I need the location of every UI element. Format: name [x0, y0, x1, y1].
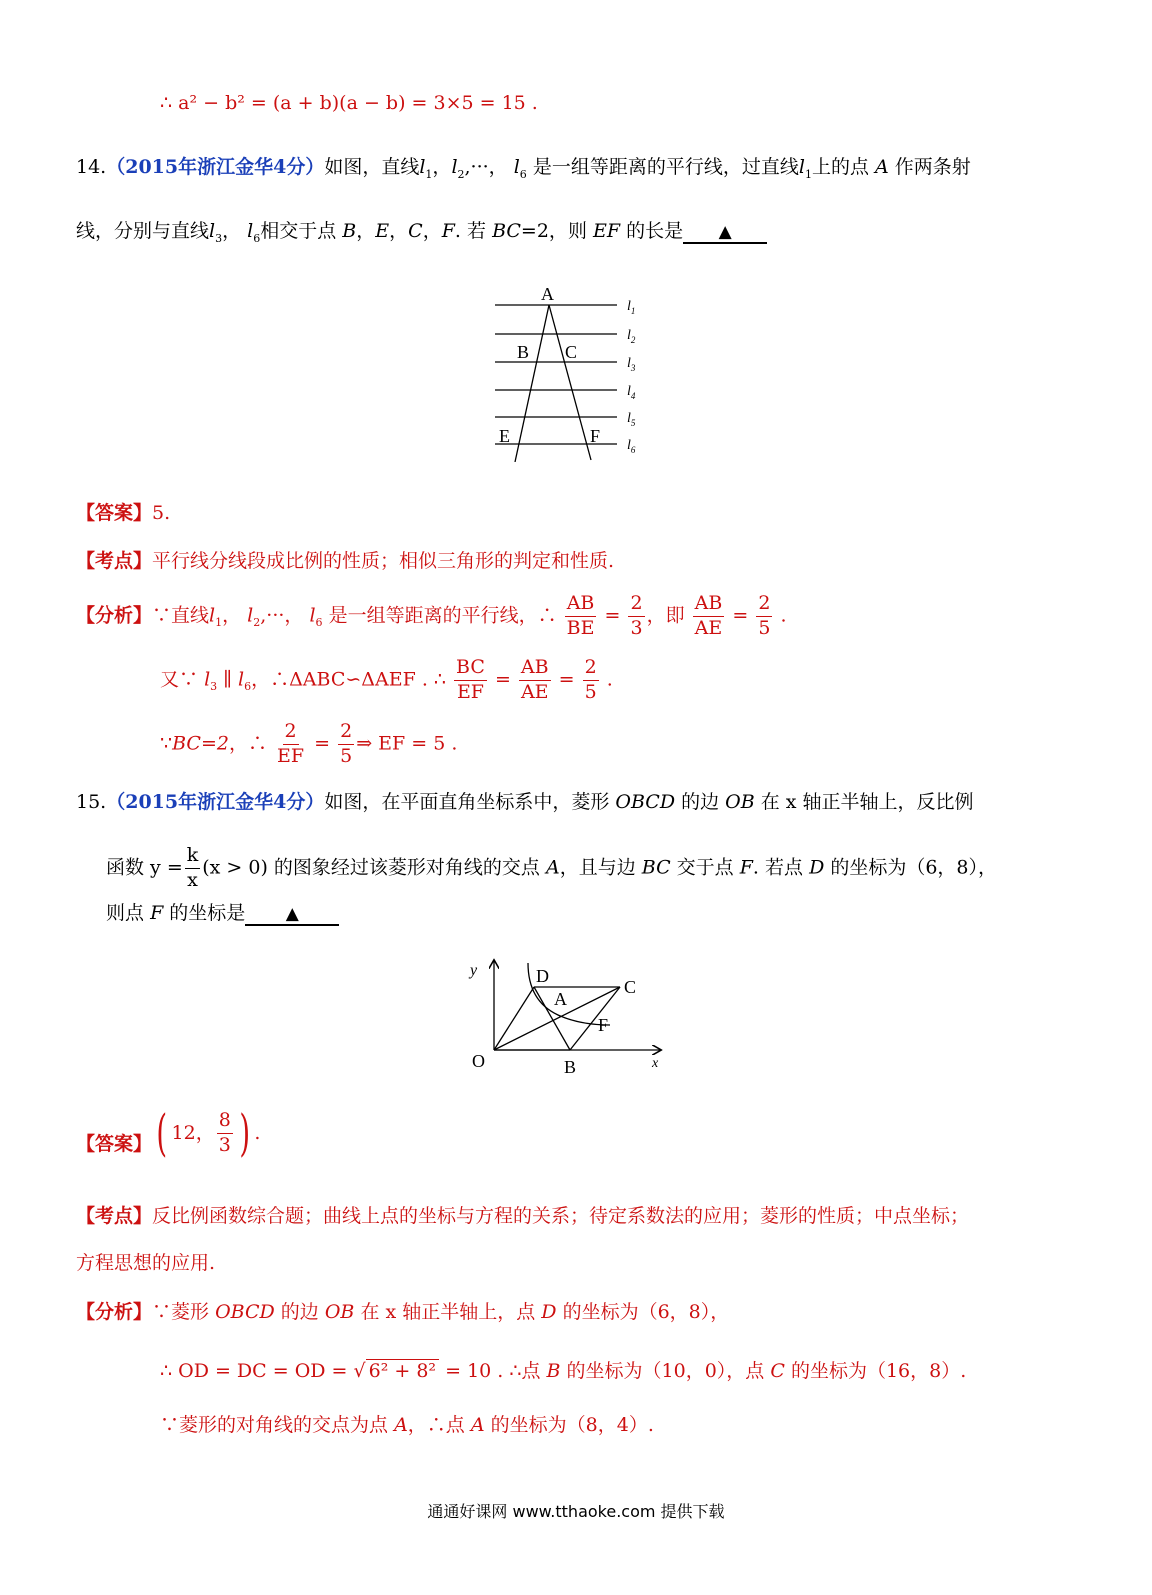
q14-label-B: B	[517, 342, 530, 362]
q15-analysis-line1: 【分析】∵菱形 OBCD 的边 OB 在 x 轴正半轴上，点 D 的坐标为（6，8），	[76, 1301, 730, 1323]
q14-analysis-text: 是一组等距离的平行线，∴	[328, 604, 557, 627]
q14-analysis-text: 又∵	[160, 668, 199, 691]
q14-answer	[76, 504, 170, 523]
q15-analysis-text: ，∴点	[407, 1414, 465, 1436]
q14-source: （2015年浙江金华4分）	[106, 156, 325, 178]
q14-analysis-line2: 又∵ $l_3$ ∥ $l_6$，∴ΔABC∽ΔAEF . ∴ $\frac{BC}{EF}$ = $\frac{AB}{AE}$ = $\frac{2}{5}$ .	[160, 656, 613, 703]
q15-figure	[462, 955, 672, 1085]
q14-label-C: C	[565, 342, 578, 362]
q15-analysis-text: ∵菱形	[152, 1301, 210, 1323]
q15-text: 的坐标为（6，8），	[830, 856, 998, 879]
q14-label-l2: $l_2$	[627, 328, 636, 345]
q15-text: (x > 0) 的图象经过该菱形对角线的交点	[202, 856, 540, 879]
q15-text: . 若点	[752, 856, 804, 879]
q14-answer-value: 5.	[152, 502, 171, 524]
q14-label-F: F	[590, 426, 601, 446]
q15-label-y: y	[470, 962, 478, 979]
q15-text: 函数 y =	[106, 856, 183, 879]
answer-tag: 【答案】	[76, 502, 153, 524]
q15-analysis-text: ∴ OD = DC = OD =	[160, 1360, 348, 1382]
q15-point-line1	[76, 1207, 969, 1226]
q14-analysis-text: ，∴ΔABC∽ΔAEF . ∴	[251, 668, 446, 691]
q14-analysis-text: ∵	[160, 732, 173, 755]
frac-ab-ae: $\frac{AB}{AE}$	[694, 592, 723, 639]
q14-point	[76, 552, 614, 571]
q14-analysis-text: BC=2	[172, 732, 229, 755]
frac-2-5: $\frac{2}{5}$	[584, 656, 597, 703]
point-tag: 【考点】	[76, 1205, 153, 1227]
q15-point-line2: 方程思想的应用.	[76, 1252, 216, 1274]
q14-text: 上的点	[811, 156, 869, 178]
point-tag: 【考点】	[76, 550, 153, 572]
q14-label-l6: $l_6$	[627, 438, 636, 455]
q14-text: 是一组等距离的平行线，过直线	[532, 156, 799, 178]
q14-number: 14.	[76, 156, 107, 178]
q15-line3: 则点 F 的坐标是 ▲	[106, 904, 339, 926]
q14-label-l4: $l_4$	[627, 384, 636, 401]
q15-analysis-text: 的坐标为（10，0），点	[566, 1360, 765, 1382]
page-footer: 通通好课网 www.tthaoke.com 提供下载	[427, 1502, 725, 1521]
frac-2-3: $\frac{2}{3}$	[630, 592, 643, 639]
q14-point-text: 平行线分线段成比例的性质；相似三角形的判定和性质.	[152, 550, 615, 572]
q15-analysis-text: 的坐标为（8，4）.	[490, 1414, 654, 1436]
q15-text: OBCD	[615, 791, 676, 813]
q15-analysis-text: 的边	[280, 1301, 319, 1323]
q14-line1: 14.（2015年浙江金华4分）如图，直线$l_1$，$l_2,\cdot\cdot\cdot$， $l_6$ 是一组等距离的平行线，过直线$l_1$上的点 A 作两条射	[76, 156, 971, 181]
q15-analysis-text: 在 x 轴正半轴上，点	[360, 1301, 536, 1323]
q15-analysis-text: 的坐标为（16，8）.	[790, 1360, 967, 1382]
q14-text: 则	[567, 220, 587, 242]
q14-analysis-text: ，∴	[228, 732, 267, 755]
q15-text: 交于点	[676, 856, 734, 879]
frac-2-5: $\frac{2}{5}$	[758, 592, 771, 639]
q15-label-C: C	[624, 977, 637, 997]
q15-sqrt: 6² + 8²	[366, 1359, 439, 1382]
q15-label-x: x	[652, 1056, 659, 1071]
frac-bc-ef: $\frac{BC}{EF}$	[456, 656, 485, 703]
q14-label-E: E	[499, 426, 510, 446]
frac-2-ef: $\frac{2}{EF}$	[277, 720, 305, 767]
frac-2-5: $\frac{2}{5}$	[340, 720, 353, 767]
q15-answer-y: $\frac{8}{3}$	[218, 1108, 231, 1156]
top-equation: ∴ a² − b² = (a + b)(a − b) = 3×5 = 15 .	[160, 92, 538, 114]
q14-text: 相交于点	[260, 220, 337, 242]
q15-line2: 函数 y = $\frac{k}{x}$ (x > 0) 的图象经过该菱形对角线的交点 A，且与边 BC 交于点 F. 若点 D 的坐标为（6，8），	[106, 844, 998, 891]
q14-text: 作两条射	[894, 156, 971, 178]
q15-answer-value: ( 12 ， $\frac{8}{3}$ ) .	[156, 1104, 261, 1162]
q15-text: 在 x 轴正半轴上，反比例	[760, 791, 974, 813]
q15-answer	[76, 1104, 261, 1162]
q15-number: 15.	[76, 791, 107, 813]
q15-line1	[76, 793, 974, 812]
q14-text: 的长是	[626, 220, 684, 242]
q14-label-l3: $l_3$	[627, 356, 636, 373]
q15-text: 则点	[106, 902, 145, 924]
q15-source: （2015年浙江金华4分）	[106, 791, 325, 813]
analysis-tag: 【分析】	[76, 1301, 153, 1323]
q14-text: 如图，直线	[324, 156, 420, 178]
q15-point-text: 反比例函数综合题；曲线上点的坐标与方程的关系；待定系数法的应用；菱形的性质；中点坐标；	[152, 1205, 970, 1227]
q15-text: 的边	[681, 791, 720, 813]
q14-analysis-line1: 【分析】∵直线$l_1$， $l_2,\cdot\cdot\cdot$， $l_6$ 是一组等距离的平行线，∴ $\frac{AB}{BE}$ = $\frac{2}{3}$ ，即 $\frac{AB}{AE}$ = $\frac{2}{5}$ .	[76, 592, 787, 639]
frac-ab-be: $\frac{AB}{BE}$	[566, 592, 595, 639]
q15-label-B: B	[564, 1057, 577, 1077]
q15-analysis-text: 的坐标为（6，8），	[562, 1301, 730, 1323]
q15-analysis-line2: ∴ OD = DC = OD = √ 6² + 8² = 10 . ∴点 B 的坐标为（10，0），点 C 的坐标为（16，8）.	[160, 1360, 967, 1382]
frac-k-x: $\frac{k}{x}$	[186, 844, 199, 891]
q15-label-F: F	[598, 1015, 609, 1035]
q14-answer-blank: ▲	[683, 224, 767, 244]
q15-label-A: A	[554, 989, 567, 1009]
frac-ab-ae: $\frac{AB}{AE}$	[520, 656, 549, 703]
q15-answer-blank: ▲	[245, 906, 339, 926]
q14-text: 若	[467, 220, 487, 242]
q14-label-l1: $l_1$	[627, 299, 636, 316]
q14-analysis-line3: ∵BC=2，∴ $\frac{2}{EF}$ = $\frac{2}{5}$ ⇒ EF = 5 .	[160, 720, 458, 767]
q15-label-O: O	[472, 1051, 485, 1071]
q15-analysis-line3: ∵菱形的对角线的交点为点 A，∴点 A 的坐标为（8，4）.	[160, 1414, 654, 1436]
q14-label-l5: $l_5$	[627, 411, 636, 428]
q15-text: OB	[725, 791, 755, 813]
q14-figure	[485, 282, 655, 462]
q15-analysis-text: ∵菱形的对角线的交点为点	[160, 1414, 389, 1436]
q14-text: 线，分别与直线	[76, 220, 210, 242]
answer-tag: 【答案】	[76, 1133, 153, 1155]
q15-label-D: D	[536, 966, 549, 986]
q15-text: 的坐标是	[169, 902, 246, 924]
q14-analysis-text: ∵直线	[152, 604, 210, 627]
q14-analysis-text: ，即	[646, 604, 685, 627]
q15-text: 如图，在平面直角坐标系中，菱形	[324, 791, 610, 813]
q14-line2: 线，分别与直线$l_3$， $l_6$相交于点 B，E，C，F. 若 BC=2，则 EF 的长是 ▲	[76, 222, 767, 244]
q15-answer-x: 12	[171, 1121, 196, 1144]
q15-analysis-text: = 10 . ∴点	[445, 1360, 541, 1382]
q14-label-A: A	[541, 284, 554, 304]
q14-analysis-text: ⇒ EF = 5 .	[356, 732, 458, 755]
analysis-tag: 【分析】	[76, 604, 153, 627]
q15-text: ，且与边	[559, 856, 636, 879]
